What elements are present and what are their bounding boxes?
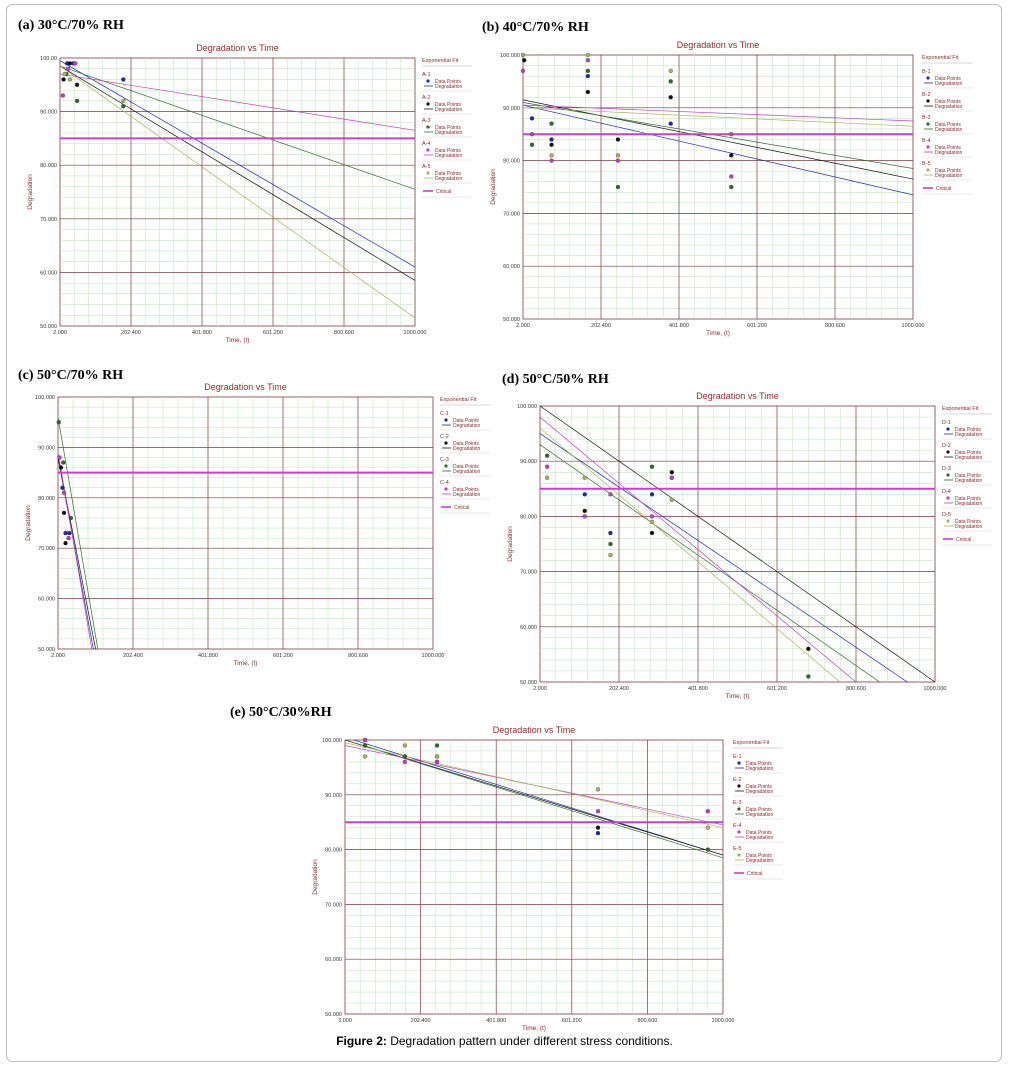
legend-data-points-label: Data Points — [435, 125, 461, 131]
y-tick-label: 90.000 — [520, 459, 537, 466]
data-point-e-3 — [363, 743, 367, 747]
data-point-e-5 — [403, 743, 407, 747]
legend-series-name: B-4 — [922, 138, 931, 144]
legend-degradation-label: Degradation — [746, 789, 774, 795]
x-tick-label: 1000.000 — [901, 323, 925, 329]
legend-degradation-label: Degradation — [746, 835, 774, 841]
data-point-d-1 — [650, 492, 654, 496]
legend-title: Exponential Fit — [440, 397, 477, 403]
legend — [942, 406, 992, 545]
data-point-d-5 — [670, 498, 674, 502]
x-tick-label: 401.800 — [688, 686, 708, 692]
legend-critical-label: Critical — [454, 505, 470, 511]
legend-degradation-label: Degradation — [935, 104, 963, 110]
legend-data-points-label: Data Points — [935, 122, 961, 128]
panel-label-d: (d) 50°C/50% RH — [502, 372, 609, 387]
y-tick-label: 50.000 — [325, 1012, 342, 1018]
data-point-d-3 — [608, 542, 612, 546]
legend-series-name: A-4 — [422, 141, 431, 147]
legend-critical-label: Critical — [747, 871, 763, 877]
y-tick-label: 60.000 — [40, 270, 57, 277]
legend-degradation-label: Degradation — [435, 130, 463, 136]
legend-degradation-label: Degradation — [435, 176, 463, 182]
y-tick-label: 100.000 — [322, 738, 342, 744]
y-tick-label: 60.000 — [520, 624, 537, 631]
data-point-d-3 — [545, 454, 549, 458]
data-point-d-2 — [650, 531, 654, 535]
data-point-b-5 — [669, 69, 673, 73]
legend-marker — [737, 761, 740, 764]
data-point-b-1 — [586, 74, 590, 78]
data-point-e-2 — [596, 826, 600, 830]
x-tick-label: 2.000 — [516, 323, 530, 329]
data-point-b-4 — [616, 159, 620, 163]
data-point-c-4 — [67, 536, 71, 540]
legend-degradation-label: Degradation — [435, 107, 463, 113]
x-tick-label: 1000.000 — [403, 330, 427, 336]
x-tick-label: 800.600 — [846, 686, 866, 692]
data-point-b-4 — [729, 174, 733, 178]
legend-data-points-label: Data Points — [746, 830, 772, 836]
legend-degradation-label: Degradation — [955, 478, 983, 484]
data-point-d-4 — [670, 476, 674, 480]
data-point-d-2 — [806, 647, 810, 651]
chart-title: Degradation vs Time — [204, 382, 287, 392]
data-point-e-5 — [435, 754, 439, 758]
data-point-d-5 — [608, 553, 612, 557]
data-point-d-2 — [583, 509, 587, 513]
chart-title: Degradation vs Time — [696, 391, 779, 401]
y-tick-label: 60.000 — [503, 264, 520, 271]
data-point-a-5 — [68, 77, 72, 81]
legend-series-name: B-5 — [922, 161, 931, 167]
legend-series-name: C-1 — [440, 411, 449, 417]
x-tick-label: 1000.000 — [711, 1018, 735, 1024]
legend-data-points-label: Data Points — [746, 784, 772, 790]
legend-critical-label: Critical — [436, 189, 452, 195]
legend-degradation-label: Degradation — [453, 469, 481, 475]
legend-degradation-label: Degradation — [935, 150, 963, 156]
data-point-c-1 — [67, 531, 71, 535]
legend-degradation-label: Degradation — [955, 524, 983, 530]
x-tick-label: 202.400 — [591, 323, 611, 329]
data-point-e-3 — [403, 754, 407, 758]
legend-data-points-label: Data Points — [955, 450, 981, 456]
legend-data-points-label: Data Points — [435, 148, 461, 154]
data-point-c-3 — [57, 420, 61, 424]
legend-marker — [737, 853, 740, 856]
x-tick-label: 601.200 — [747, 323, 767, 329]
legend-marker — [426, 171, 429, 174]
x-tick-label: 2.000 — [51, 653, 65, 659]
panel-label-c: (c) 50°C/70% RH — [18, 368, 124, 383]
legend-degradation-label: Degradation — [935, 127, 963, 133]
legend-data-points-label: Data Points — [955, 427, 981, 433]
y-tick-label: 50.000 — [520, 680, 537, 686]
legend — [733, 740, 783, 879]
data-point-b-2 — [669, 95, 673, 99]
legend-marker — [444, 464, 447, 467]
legend-marker — [426, 79, 429, 82]
panel-label-a: (a) 30°C/70% RH — [18, 18, 124, 33]
legend-degradation-label: Degradation — [453, 492, 481, 498]
legend-critical-label: Critical — [956, 537, 972, 543]
legend-marker — [926, 168, 929, 171]
data-point-e-4 — [596, 809, 600, 813]
data-point-a-5 — [121, 99, 125, 103]
y-tick-label: 100.000 — [517, 404, 537, 410]
x-tick-label: 1000.000 — [923, 686, 947, 692]
y-tick-label: 70.000 — [38, 546, 55, 553]
data-point-c-4 — [58, 455, 62, 459]
data-point-e-5 — [596, 787, 600, 791]
x-axis-label: Time, (t) — [225, 337, 250, 344]
data-point-b-2 — [586, 90, 590, 94]
legend-title: Exponential Fit — [922, 55, 959, 61]
legend-data-points-label: Data Points — [435, 102, 461, 108]
legend-degradation-label: Degradation — [935, 81, 963, 87]
plot-area — [345, 740, 723, 1014]
data-point-c-2 — [62, 511, 66, 515]
legend-marker — [426, 125, 429, 128]
legend-series-name: C-3 — [440, 457, 449, 463]
x-tick-label: 202.400 — [121, 330, 141, 336]
legend-critical-label: Critical — [936, 186, 952, 192]
legend-degradation-label: Degradation — [955, 501, 983, 507]
data-point-e-4 — [403, 760, 407, 764]
data-point-b-3 — [729, 185, 733, 189]
x-axis-label: Time, (t) — [233, 660, 258, 667]
legend-marker — [426, 148, 429, 151]
legend-data-points-label: Data Points — [453, 464, 479, 470]
legend-marker — [737, 830, 740, 833]
legend-degradation-label: Degradation — [746, 812, 774, 818]
x-tick-label: 800.600 — [348, 653, 368, 659]
data-point-a-3 — [121, 104, 125, 108]
data-point-b-5 — [521, 53, 525, 57]
data-point-e-4 — [706, 809, 710, 813]
data-point-d-4 — [583, 514, 587, 518]
legend — [440, 397, 490, 513]
legend-marker — [946, 519, 949, 522]
y-tick-label: 80.000 — [520, 514, 537, 521]
legend-marker — [946, 473, 949, 476]
chart-e — [308, 720, 798, 1030]
data-point-b-4 — [530, 132, 534, 136]
legend-data-points-label: Data Points — [935, 99, 961, 105]
legend-data-points-label: Data Points — [955, 496, 981, 502]
data-point-b-2 — [729, 153, 733, 157]
data-point-a-2 — [68, 61, 72, 65]
legend-series-name: D-4 — [942, 489, 951, 495]
data-point-d-4 — [545, 465, 549, 469]
data-point-d-3 — [650, 465, 654, 469]
y-axis-label: Degradation — [312, 859, 319, 895]
legend-degradation-label: Degradation — [453, 446, 481, 452]
legend-data-points-label: Data Points — [935, 168, 961, 174]
legend-marker — [444, 487, 447, 490]
y-tick-label: 70.000 — [520, 569, 537, 576]
data-point-d-5 — [583, 476, 587, 480]
data-point-d-5 — [650, 520, 654, 524]
legend-data-points-label: Data Points — [453, 441, 479, 447]
data-point-e-1 — [596, 831, 600, 835]
data-point-a-3 — [75, 99, 79, 103]
legend-data-points-label: Data Points — [935, 145, 961, 151]
data-point-b-1 — [530, 116, 534, 120]
legend-marker — [946, 496, 949, 499]
plot-area — [58, 397, 433, 649]
x-tick-label: 800.600 — [637, 1018, 658, 1024]
data-point-c-2 — [59, 466, 63, 470]
legend — [922, 55, 972, 194]
data-point-b-5 — [550, 153, 554, 157]
x-tick-label: 1000.000 — [421, 653, 445, 659]
x-tick-label: 202.400 — [609, 686, 629, 692]
legend-series-name: C-2 — [440, 434, 449, 440]
y-tick-label: 50.000 — [40, 324, 57, 330]
data-point-a-1 — [121, 77, 125, 81]
data-point-b-2 — [616, 137, 620, 141]
legend-series-name: E-1 — [733, 754, 742, 760]
x-tick-label: 601.200 — [561, 1018, 582, 1024]
data-point-b-4 — [550, 159, 554, 163]
legend-marker — [926, 76, 929, 79]
figure-caption: Figure 2: Degradation pattern under different stress conditions. — [336, 1034, 673, 1048]
x-tick-label: 202.400 — [123, 653, 143, 659]
legend-series-name: B-1 — [922, 69, 931, 75]
legend-series-name: D-3 — [942, 466, 951, 472]
panel-label-e: (e) 50°C/30%RH — [230, 705, 332, 720]
data-point-a-4 — [66, 67, 70, 71]
legend-series-name: E-5 — [733, 846, 742, 852]
data-point-c-1 — [61, 486, 65, 490]
y-tick-label: 90.000 — [38, 445, 55, 452]
data-point-c-1 — [64, 531, 68, 535]
x-axis-label: Time, (t) — [706, 330, 730, 337]
y-axis-label: Degradation — [507, 526, 514, 562]
data-point-d-1 — [608, 531, 612, 535]
data-point-e-3 — [435, 743, 439, 747]
data-point-c-2 — [64, 541, 68, 545]
x-tick-label: 401.800 — [192, 330, 212, 336]
data-point-b-2 — [550, 143, 554, 147]
legend-marker — [444, 418, 447, 421]
data-point-e-4 — [363, 738, 367, 742]
legend-data-points-label: Data Points — [435, 79, 461, 85]
legend-series-name: B-2 — [922, 92, 931, 98]
y-tick-label: 100.00 — [40, 56, 57, 62]
legend-series-name: B-3 — [922, 115, 931, 121]
legend-series-name: E-4 — [733, 823, 742, 829]
x-axis-label: Time, (t) — [725, 693, 750, 700]
data-point-a-4 — [61, 94, 65, 98]
legend-series-name: A-2 — [422, 95, 431, 101]
x-tick-label: 3.000 — [338, 1018, 352, 1024]
legend-degradation-label: Degradation — [746, 858, 774, 864]
y-tick-label: 100.000 — [500, 53, 520, 59]
y-tick-label: 50.000 — [38, 647, 55, 653]
legend-series-name: A-5 — [422, 164, 431, 170]
legend-data-points-label: Data Points — [453, 418, 479, 424]
legend-degradation-label: Degradation — [955, 432, 983, 438]
x-tick-label: 202.400 — [410, 1018, 431, 1024]
chart-d — [500, 386, 990, 700]
data-point-b-4 — [521, 69, 525, 73]
legend-data-points-label: Data Points — [935, 76, 961, 82]
legend-series-name: A-1 — [422, 72, 431, 78]
x-tick-label: 401.800 — [486, 1018, 507, 1024]
legend-degradation-label: Degradation — [746, 766, 774, 772]
data-point-e-3 — [706, 848, 710, 852]
y-tick-label: 70.000 — [325, 902, 342, 909]
data-point-d-5 — [545, 476, 549, 480]
data-point-b-5 — [616, 153, 620, 157]
x-tick-label: 2.000 — [533, 686, 547, 692]
y-tick-label: 90.000 — [503, 105, 520, 112]
data-point-b-1 — [669, 122, 673, 126]
y-tick-label: 70.000 — [40, 216, 57, 223]
y-tick-label: 80.000 — [40, 163, 57, 170]
legend-data-points-label: Data Points — [955, 519, 981, 525]
y-tick-label: 100.000 — [35, 395, 55, 401]
data-point-b-1 — [550, 137, 554, 141]
chart-title: Degradation vs Time — [492, 725, 576, 735]
x-tick-label: 601.200 — [273, 653, 293, 659]
legend-data-points-label: Data Points — [435, 171, 461, 177]
legend-data-points-label: Data Points — [746, 807, 772, 813]
legend-title: Exponential Fit — [942, 406, 979, 412]
legend-series-name: D-2 — [942, 443, 951, 449]
legend-degradation-label: Degradation — [453, 423, 481, 429]
legend-marker — [946, 450, 949, 453]
y-tick-label: 70.000 — [503, 211, 520, 218]
data-point-a-5 — [63, 72, 67, 76]
data-point-e-5 — [706, 826, 710, 830]
legend-marker — [926, 122, 929, 125]
plot-area — [523, 55, 913, 319]
data-point-e-5 — [363, 754, 367, 758]
data-point-e-4 — [435, 760, 439, 764]
data-point-a-4 — [73, 61, 77, 65]
data-point-c-4 — [62, 491, 66, 495]
data-point-a-2 — [75, 83, 79, 87]
legend-marker — [946, 427, 949, 430]
y-tick-label: 80.000 — [38, 495, 55, 502]
data-point-d-4 — [608, 492, 612, 496]
legend-series-name: E-2 — [733, 777, 742, 783]
legend-marker — [426, 102, 429, 105]
x-tick-label: 601.200 — [263, 330, 283, 336]
y-tick-label: 90.000 — [40, 109, 57, 116]
data-point-b-3 — [616, 185, 620, 189]
data-point-d-4 — [650, 514, 654, 518]
legend-marker — [926, 145, 929, 148]
legend-marker — [737, 784, 740, 787]
data-point-b-3 — [586, 69, 590, 73]
y-tick-label: 50.000 — [503, 317, 520, 323]
data-point-b-3 — [550, 122, 554, 126]
x-axis-label: Time, (t) — [522, 1025, 546, 1032]
legend-marker — [737, 807, 740, 810]
legend-degradation-label: Degradation — [435, 84, 463, 90]
data-point-d-3 — [806, 674, 810, 678]
y-tick-label: 90.000 — [325, 792, 342, 799]
data-point-d-2 — [670, 470, 674, 474]
chart-c — [18, 382, 498, 670]
legend-data-points-label: Data Points — [746, 853, 772, 859]
x-tick-label: 2.000 — [53, 330, 67, 336]
legend-degradation-label: Degradation — [955, 455, 983, 461]
data-point-b-2 — [522, 58, 526, 62]
legend-series-name: C-4 — [440, 480, 449, 486]
y-axis-label: Degradation — [25, 505, 32, 541]
data-point-c-3 — [69, 516, 73, 520]
y-axis-label: Degradation — [27, 174, 34, 210]
legend-data-points-label: Data Points — [746, 761, 772, 767]
data-point-b-3 — [669, 79, 673, 83]
legend-series-name: E-3 — [733, 800, 742, 806]
data-point-b-3 — [530, 143, 534, 147]
legend-marker — [926, 99, 929, 102]
data-point-a-2 — [62, 77, 66, 81]
x-tick-label: 401.800 — [669, 323, 689, 329]
legend-data-points-label: Data Points — [955, 473, 981, 479]
y-tick-label: 60.000 — [325, 957, 342, 964]
legend-title: Exponential Fit — [422, 58, 459, 64]
legend-series-name: D-1 — [942, 420, 951, 426]
data-point-d-1 — [583, 492, 587, 496]
legend-degradation-label: Degradation — [435, 153, 463, 159]
chart-title: Degradation vs Time — [196, 43, 279, 53]
data-point-b-4 — [729, 132, 733, 136]
data-point-b-4 — [586, 58, 590, 62]
y-axis-label: Degradation — [490, 169, 497, 205]
legend-data-points-label: Data Points — [453, 487, 479, 493]
data-point-b-5 — [586, 53, 590, 57]
x-tick-label: 800.600 — [334, 330, 354, 336]
y-tick-label: 80.000 — [325, 847, 342, 854]
legend-series-name: A-3 — [422, 118, 431, 124]
chart-title: Degradation vs Time — [676, 40, 760, 50]
x-tick-label: 800.600 — [825, 323, 845, 329]
legend-title: Exponential Fit — [733, 740, 770, 746]
y-tick-label: 60.000 — [38, 596, 55, 603]
legend — [422, 58, 472, 197]
legend-marker — [444, 441, 447, 444]
legend-degradation-label: Degradation — [935, 173, 963, 179]
x-tick-label: 401.800 — [198, 653, 218, 659]
legend-series-name: D-5 — [942, 512, 951, 518]
chart-b — [485, 35, 985, 340]
x-tick-label: 601.200 — [767, 686, 787, 692]
data-point-c-3 — [61, 461, 65, 465]
panel-label-b: (b) 40°C/70% RH — [482, 20, 589, 35]
y-tick-label: 80.000 — [503, 158, 520, 165]
chart-a — [20, 40, 480, 350]
